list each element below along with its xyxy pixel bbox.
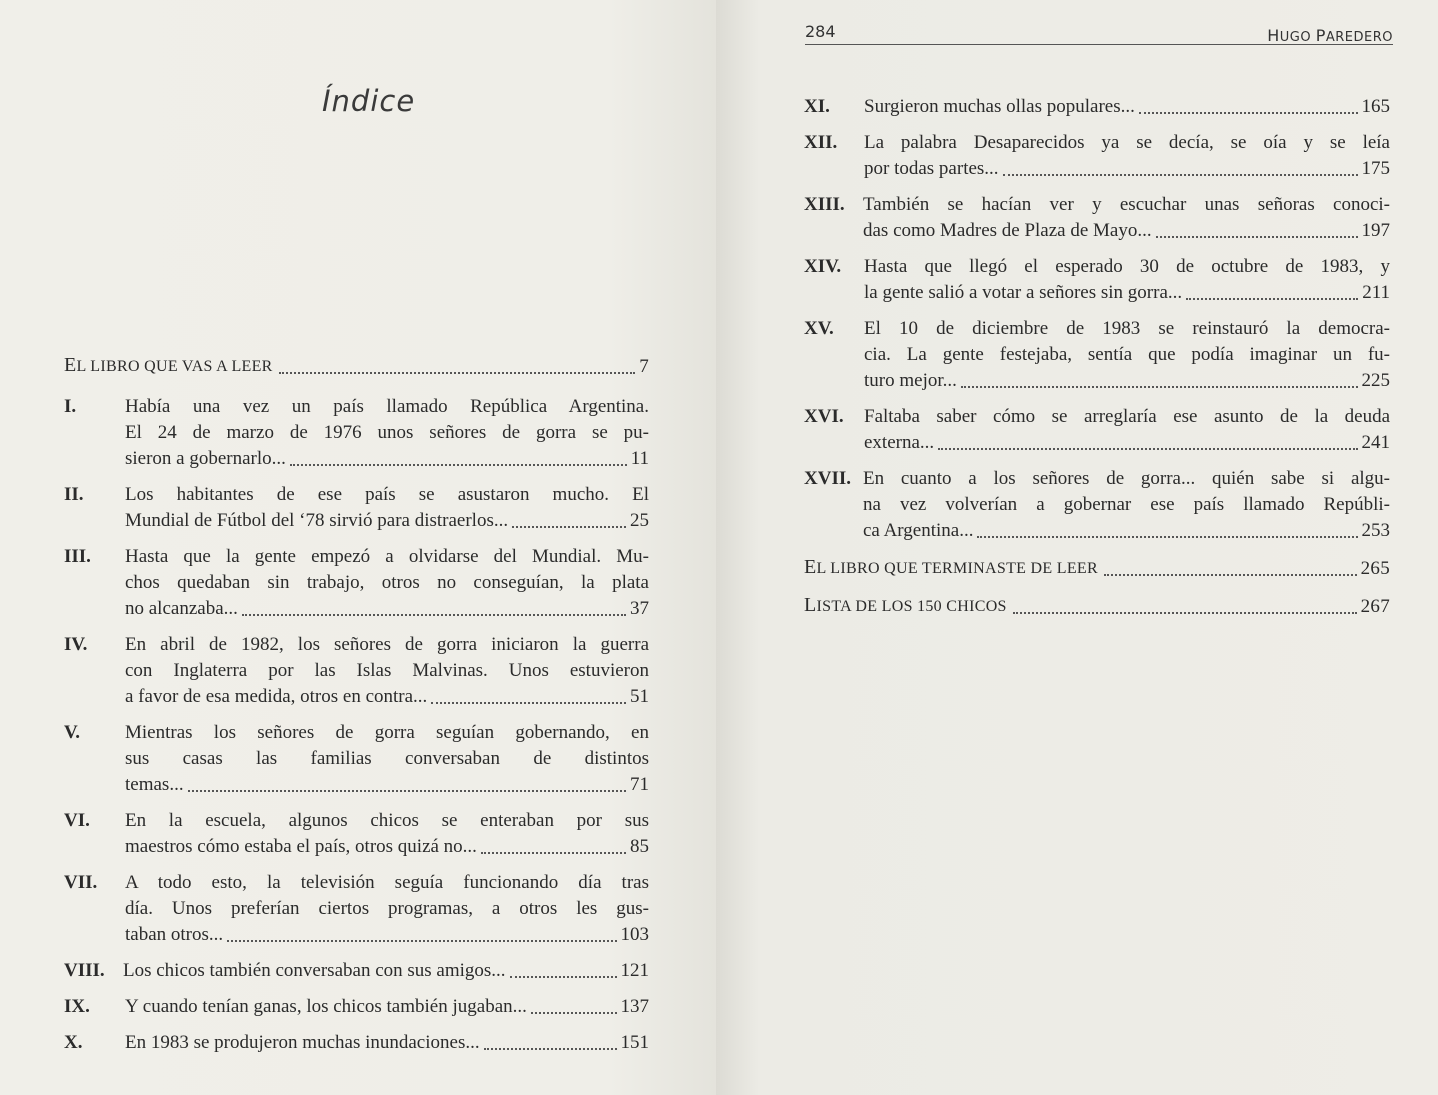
chapter-title xyxy=(125,1030,649,1056)
chapter-title xyxy=(864,130,1390,182)
toc-page-number: 175 xyxy=(1361,158,1390,179)
chapter-title-text: a favor de esa medida, otros en contra... xyxy=(125,686,428,707)
dot-leader xyxy=(242,613,626,616)
chapter-title-last-line xyxy=(125,994,649,1020)
chapter-title-last-line xyxy=(863,218,1390,244)
toc-page-number: 121 xyxy=(620,960,649,981)
chapter-title-line: A todo esto, la televisión seguía funcionando día tras xyxy=(125,872,649,893)
toc-chapter-list xyxy=(804,94,1390,544)
toc-entry-back-2 xyxy=(804,592,1390,620)
chapter-title xyxy=(864,316,1390,394)
chapter-title-text: En 1983 se produjeron muchas inundaciones... xyxy=(125,1032,480,1053)
dot-leader xyxy=(227,939,616,942)
chapter-title-last-line xyxy=(864,430,1390,456)
chapter-title-text: taban otros... xyxy=(125,924,224,945)
chapter-title-line: En abril de 1982, los señores de gorra iniciaron la guerra xyxy=(125,634,649,655)
chapter-number: XII. xyxy=(804,132,838,153)
dot-leader xyxy=(1104,573,1357,576)
toc-page-number: 71 xyxy=(630,774,649,795)
chapter-title-line: na vez volverían a gobernar ese país llamado Repúbli- xyxy=(863,494,1390,515)
chapter-title-last-line xyxy=(864,156,1390,182)
chapter-title xyxy=(864,404,1390,456)
chapter-title-line: El 10 de diciembre de 1983 se reinstauró la democra- xyxy=(864,318,1390,339)
chapter-title xyxy=(125,632,649,710)
chapter-title xyxy=(125,394,649,472)
toc-page-number: 253 xyxy=(1361,520,1390,541)
toc-page-number: 267 xyxy=(1360,596,1390,617)
chapter-title-text: das como Madres de Plaza de Mayo... xyxy=(863,220,1152,241)
author-name: HUGO PAREDERO xyxy=(1267,26,1393,45)
chapter-title-line: En cuanto a los señores de gorra... quién sabe si algu- xyxy=(863,468,1390,489)
toc-entry xyxy=(804,192,1390,244)
dot-leader xyxy=(961,385,1358,388)
chapter-title-last-line xyxy=(125,508,649,534)
toc-entry xyxy=(64,994,649,1020)
chapter-title-last-line xyxy=(864,94,1390,120)
toc-entry-front xyxy=(64,352,649,380)
chapter-title-last-line xyxy=(123,958,649,984)
toc-page-number: 7 xyxy=(639,356,649,377)
chapter-number: I. xyxy=(64,396,77,417)
chapter-title-last-line xyxy=(125,446,649,472)
toc-entry xyxy=(804,130,1390,182)
chapter-title xyxy=(125,544,649,622)
chapter-title-line: La palabra Desaparecidos ya se decía, se oía y se leía xyxy=(864,132,1390,153)
chapter-title xyxy=(863,466,1390,544)
chapter-title-line: cia. La gente festejaba, sentía que podía imaginar un fu- xyxy=(864,344,1390,365)
toc-entry xyxy=(64,958,649,984)
toc-entry-label: LISTA DE LOS 150 CHICOS xyxy=(804,594,1007,616)
chapter-title xyxy=(125,994,649,1020)
chapter-title-line: Mientras los señores de gorra seguían gobernando, en xyxy=(125,722,649,743)
toc-page-number: 85 xyxy=(630,836,649,857)
toc-entry xyxy=(804,466,1390,544)
toc-entry xyxy=(64,720,649,798)
chapter-number: VIII. xyxy=(64,960,105,981)
toc-entry-label: EL LIBRO QUE TERMINASTE DE LEER xyxy=(804,556,1098,578)
toc-left xyxy=(64,352,649,1066)
chapter-title-text: Mundial de Fútbol del ‘78 sirvió para distraerlos... xyxy=(125,510,509,531)
dot-leader xyxy=(484,1047,617,1050)
chapter-title-last-line xyxy=(125,834,649,860)
chapter-number: VI. xyxy=(64,810,90,831)
dot-leader xyxy=(290,463,627,466)
chapter-title-text: externa... xyxy=(864,432,935,453)
toc-page-number: 265 xyxy=(1360,558,1390,579)
toc-entry xyxy=(64,632,649,710)
chapter-title-line: Hasta que la gente empezó a olvidarse del Mundial. Mu- xyxy=(125,546,649,567)
toc-entry xyxy=(64,870,649,948)
toc-entry-label: EL LIBRO QUE VAS A LEER xyxy=(64,354,273,376)
toc-entry xyxy=(64,482,649,534)
chapter-title-text: por todas partes... xyxy=(864,158,999,179)
chapter-number: II. xyxy=(64,484,84,505)
chapter-number: IV. xyxy=(64,634,88,655)
toc-entry-back-1 xyxy=(804,554,1390,582)
dot-leader xyxy=(977,535,1357,538)
toc-entry xyxy=(804,94,1390,120)
chapter-title-last-line xyxy=(125,772,649,798)
chapter-title-text: sieron a gobernarlo... xyxy=(125,448,286,469)
chapter-title-text: maestros cómo estaba el país, otros quizá no... xyxy=(125,836,477,857)
dot-leader xyxy=(1186,297,1358,300)
toc-right xyxy=(804,94,1390,630)
toc-entry xyxy=(64,544,649,622)
toc-entry xyxy=(804,404,1390,456)
chapter-number: X. xyxy=(64,1032,83,1053)
toc-entry xyxy=(64,394,649,472)
chapter-title-text: no alcanzaba... xyxy=(125,598,238,619)
toc-page-number: 137 xyxy=(620,996,649,1017)
chapter-title-last-line xyxy=(863,518,1390,544)
toc-entry xyxy=(804,254,1390,306)
page-number: 284 xyxy=(805,22,836,41)
chapter-number: VII. xyxy=(64,872,98,893)
chapter-title xyxy=(125,720,649,798)
chapter-title-text: Surgieron muchas ollas populares... xyxy=(864,96,1135,117)
dot-leader xyxy=(938,447,1357,450)
toc-page-number: 241 xyxy=(1361,432,1390,453)
dot-leader xyxy=(431,701,626,704)
dot-leader xyxy=(1139,111,1358,114)
dot-leader xyxy=(510,975,617,978)
dot-leader xyxy=(512,525,626,528)
toc-page-number: 165 xyxy=(1361,96,1390,117)
toc-page-number: 25 xyxy=(630,510,649,531)
chapter-title-line: Había una vez un país llamado República Argentina. xyxy=(125,396,649,417)
chapter-title xyxy=(863,192,1390,244)
dot-leader xyxy=(1013,611,1357,614)
chapter-title-last-line xyxy=(864,368,1390,394)
chapter-number: XIII. xyxy=(804,194,845,215)
chapter-title-text: temas... xyxy=(125,774,184,795)
chapter-title-text: Y cuando tenían ganas, los chicos también jugaban... xyxy=(125,996,527,1017)
chapter-number: V. xyxy=(64,722,81,743)
dot-leader xyxy=(481,851,626,854)
chapter-title-text: turo mejor... xyxy=(864,370,957,391)
chapter-title-line: También se hacían ver y escuchar unas señoras conoci- xyxy=(863,194,1390,215)
dot-leader xyxy=(1003,173,1358,176)
chapter-title-last-line xyxy=(125,684,649,710)
running-header xyxy=(805,22,1393,45)
chapter-title-text: la gente salió a votar a señores sin gorra... xyxy=(864,282,1183,303)
toc-entry xyxy=(64,808,649,860)
chapter-number: XVII. xyxy=(804,468,851,489)
toc-page-number: 225 xyxy=(1361,370,1390,391)
toc-page-number: 103 xyxy=(620,924,649,945)
chapter-number: XVI. xyxy=(804,406,844,427)
toc-page-number: 37 xyxy=(630,598,649,619)
chapter-number: XI. xyxy=(804,96,830,117)
chapter-title-line: chos quedaban sin trabajo, otros no conseguían, la plata xyxy=(125,572,649,593)
toc-page-number: 197 xyxy=(1361,220,1390,241)
chapter-number: XV. xyxy=(804,318,834,339)
left-page xyxy=(0,0,716,1095)
chapter-number: IX. xyxy=(64,996,90,1017)
chapter-title xyxy=(125,482,649,534)
toc-entry xyxy=(64,1030,649,1056)
chapter-title-text: ca Argentina... xyxy=(863,520,974,541)
chapter-title xyxy=(864,94,1390,120)
chapter-title-line: Faltaba saber cómo se arreglaría ese asunto de la deuda xyxy=(864,406,1390,427)
chapter-title-line: sus casas las familias conversaban de distintos xyxy=(125,748,649,769)
toc-page-number: 11 xyxy=(630,448,649,469)
toc-entry xyxy=(804,316,1390,394)
chapter-title xyxy=(123,958,649,984)
dot-leader xyxy=(279,371,636,374)
toc-chapter-list xyxy=(64,394,649,1056)
toc-page-number: 51 xyxy=(630,686,649,707)
dot-leader xyxy=(1156,235,1358,238)
chapter-title xyxy=(125,808,649,860)
chapter-title-line: En la escuela, algunos chicos se enteraban por sus xyxy=(125,810,649,831)
chapter-title xyxy=(864,254,1390,306)
toc-page-number: 151 xyxy=(620,1032,649,1053)
toc-page-number: 211 xyxy=(1362,282,1390,303)
chapter-title-line: El 24 de marzo de 1976 unos señores de gorra se pu- xyxy=(125,422,649,443)
right-page xyxy=(716,0,1438,1095)
chapter-title-line: Hasta que llegó el esperado 30 de octubre de 1983, y xyxy=(864,256,1390,277)
chapter-title-last-line xyxy=(864,280,1390,306)
index-title: Índice xyxy=(322,84,416,118)
chapter-title-line: Los habitantes de ese país se asustaron mucho. El xyxy=(125,484,649,505)
chapter-title xyxy=(125,870,649,948)
chapter-title-last-line xyxy=(125,596,649,622)
chapter-title-text: Los chicos también conversaban con sus amigos... xyxy=(123,960,506,981)
dot-leader xyxy=(531,1011,617,1014)
chapter-title-last-line xyxy=(125,1030,649,1056)
dot-leader xyxy=(188,789,626,792)
chapter-title-line: día. Unos preferían ciertos programas, a otros les gus- xyxy=(125,898,649,919)
chapter-title-last-line xyxy=(125,922,649,948)
chapter-number: XIV. xyxy=(804,256,842,277)
chapter-title-line: con Inglaterra por las Islas Malvinas. Unos estuvieron xyxy=(125,660,649,681)
chapter-number: III. xyxy=(64,546,91,567)
